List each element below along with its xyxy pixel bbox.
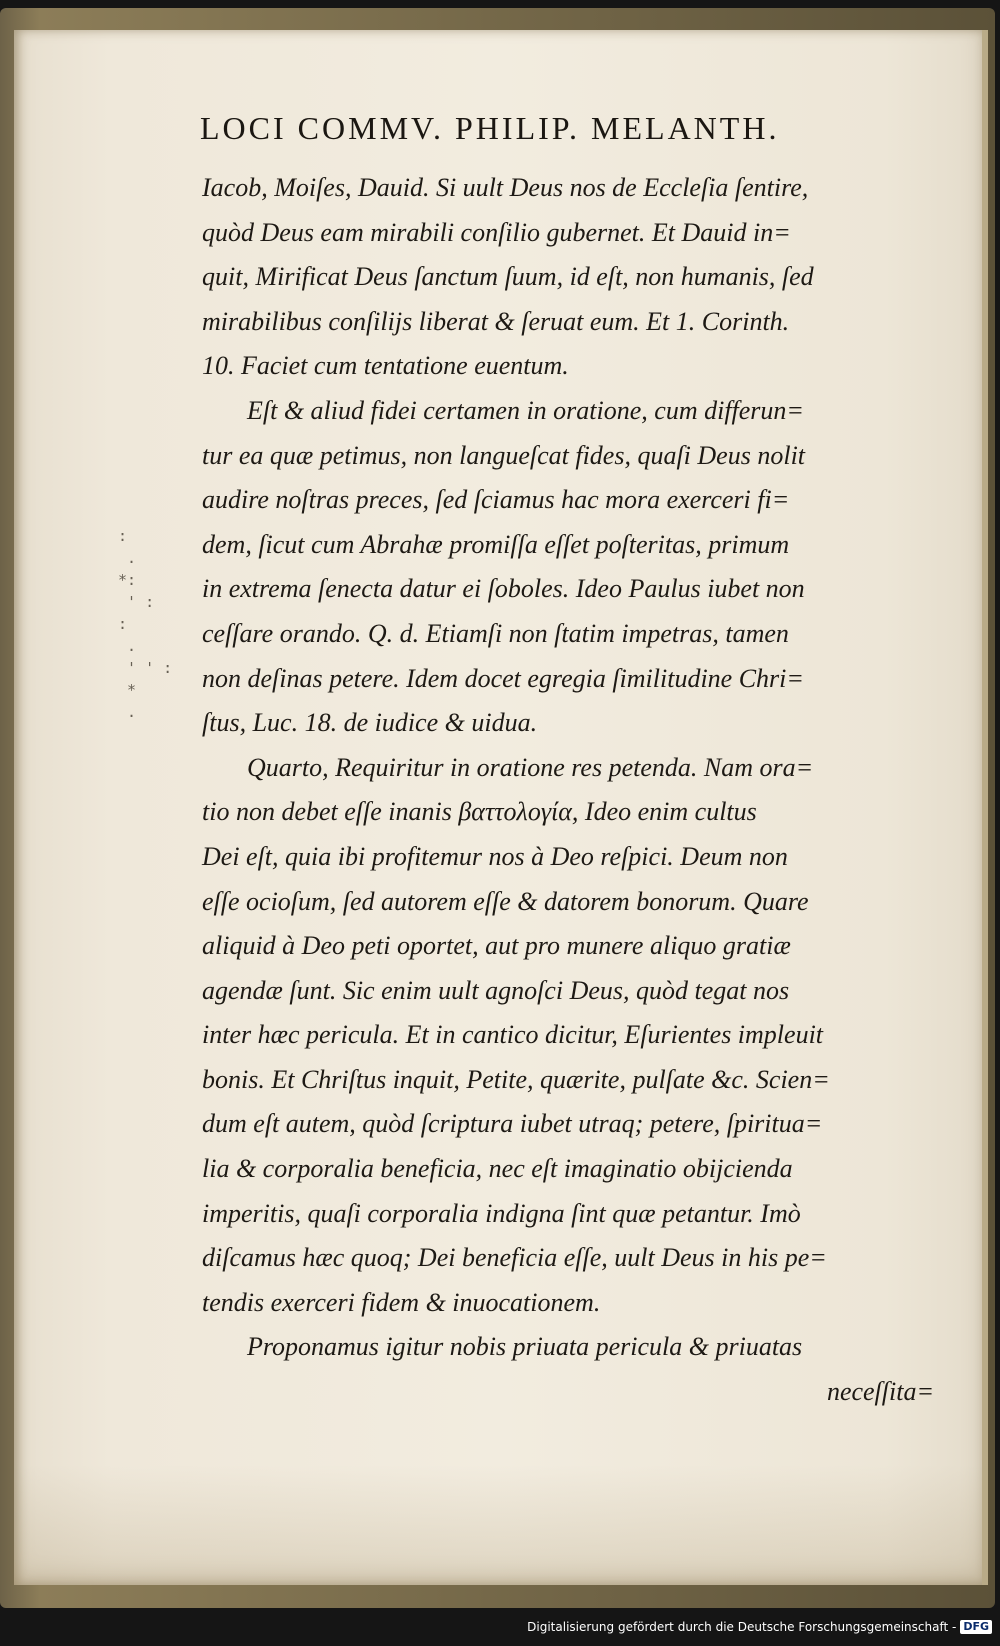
text-line: lia & corporalia beneficia, nec eſt imaginatio obijcienda bbox=[202, 1154, 793, 1184]
text-line: mirabilibus conſilijs liberat & ſeruat eum. Et 1. Corinth. bbox=[202, 306, 790, 336]
text-line: quòd Deus eam mirabili conſilio gubernet. Et Dauid in= bbox=[202, 217, 791, 247]
text-line: Quarto, Requiritur in oratione res petenda. Nam ora= bbox=[247, 752, 814, 782]
text-line: Eſt & aliud fidei certamen in oratione, cum differun= bbox=[247, 395, 804, 425]
text-line: dum eſt autem, quòd ſcriptura iubet utraq; petere, ſpiritua= bbox=[202, 1109, 823, 1139]
text-line: tendis exerceri fidem & inuocationem. bbox=[202, 1287, 601, 1317]
dfg-logo: DFG bbox=[960, 1620, 992, 1634]
text-line: inter hæc pericula. Et in cantico dicitur, Eſurientes impleuit bbox=[202, 1020, 824, 1050]
text-line: tio non debet eſſe inanis βαττολογία, Ideo enim cultus bbox=[202, 797, 757, 827]
text-line: non deſinas petere. Idem docet egregia ſimilitudine Chri= bbox=[202, 663, 804, 693]
catchword: neceſſita= bbox=[826, 1377, 934, 1407]
running-header: LOCI COMMV. PHILIP. MELANTH. bbox=[200, 110, 780, 146]
text-line: quit, Mirificat Deus ſanctum ſuum, id eſt, non humanis, ſed bbox=[202, 262, 814, 292]
text-line: Iacob, Moiſes, Dauid. Si uult Deus nos de Eccleſia ſentire, bbox=[202, 173, 809, 202]
text-line: bonis. Et Chriſtus inquit, Petite, quærite, pulſate &c. Scien= bbox=[202, 1064, 830, 1094]
text-line: diſcamus hæc quoq; Dei beneficia eſſe, uult Deus in his pe= bbox=[202, 1243, 827, 1273]
text-line: imperitis, quaſi corporalia indigna ſint quæ petantur. Imò bbox=[202, 1198, 801, 1228]
text-line: ceſſare orando. Q. d. Etiamſi non ſtatim impetras, tamen bbox=[202, 618, 789, 648]
margin-bleed-marks: : . *: ' : : . ' ' * . bbox=[118, 527, 155, 721]
text-line: Proponamus igitur nobis priuata pericula & priuatas bbox=[247, 1332, 803, 1362]
text-line: tur ea quæ petimus, non langueſcat fides, quaſi Deus nolit bbox=[202, 440, 806, 470]
text-line: audire noſtras preces, ſed ſciamus hac mora exerceri fi= bbox=[202, 485, 790, 515]
text-line: Dei eſt, quia ibi profitemur nos à Deo reſpici. Deum non bbox=[202, 841, 788, 871]
text-line: 10. Faciet cum tentatione euentum. bbox=[202, 351, 569, 381]
text-line: aliquid à Deo peti oportet, aut pro munere aliquo gratiæ bbox=[202, 931, 791, 961]
text-line: eſſe ocioſum, ſed autorem eſſe & datorem bonorum. Quare bbox=[202, 886, 809, 916]
text-line: agendæ ſunt. Sic enim uult agnoſci Deus, quòd tegat nos bbox=[202, 975, 790, 1005]
text-line: ſtus, Luc. 18. de iudice & uidua. bbox=[202, 708, 538, 738]
text-line: dem, ſicut cum Abrahæ promiſſa eſſet poſteritas, primum bbox=[202, 529, 790, 559]
digitization-credit bbox=[527, 1620, 992, 1634]
body-text bbox=[202, 166, 934, 1415]
credit-text: Digitalisierung gefördert durch die Deutsche Forschungsgemeinschaft - bbox=[527, 1620, 957, 1634]
text-line: in extrema ſenecta datur ei ſoboles. Ideo Paulus iubet non bbox=[202, 574, 805, 604]
